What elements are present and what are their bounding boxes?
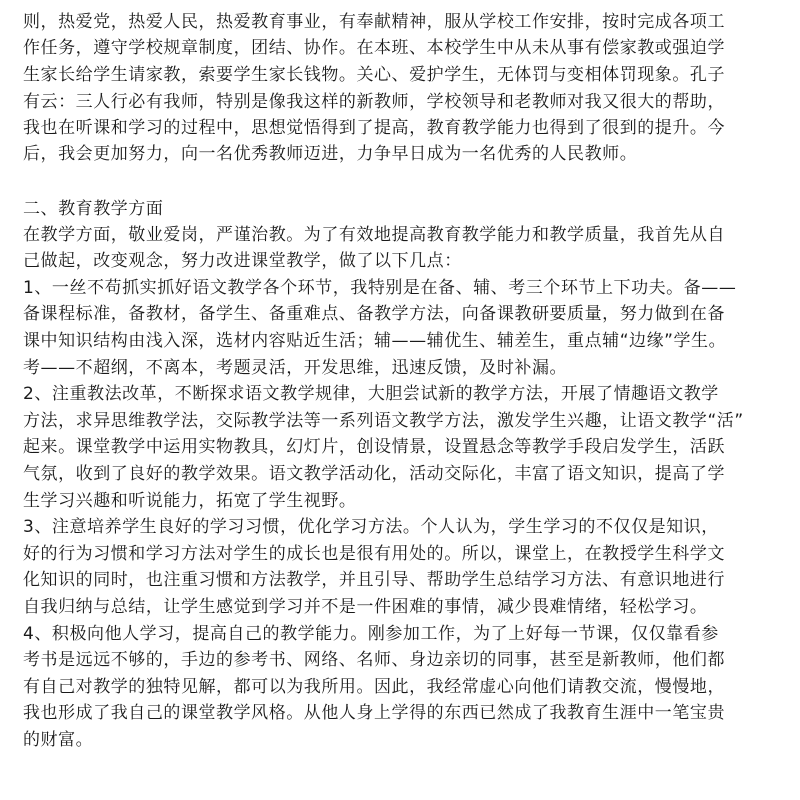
paragraph-line: 有云：三人行必有我师，特别是像我这样的新教师，学校领导和老教师对我又很大的帮助， (23, 92, 725, 112)
paragraph-line: 2、注重教法改革，不断探求语文教学规律，大胆尝试新的教学方法，开展了情趣语文教学 (23, 384, 719, 404)
paragraph-line: 考——不超纲，不离本，考题灵活，开发思维，迅速反馈，及时补漏。 (23, 358, 568, 378)
paragraph-line: 气氛，收到了良好的教学效果。语文教学活动化，活动交际化，丰富了语文知识，提高了学 (23, 464, 725, 484)
paragraph-line: 4、积极向他人学习，提高自己的教学能力。刚参加工作，为了上好每一节课，仅仅靠看参 (23, 624, 719, 644)
paragraph-line: 起来。课堂教学中运用实物教具，幻灯片，创设情景，设置悬念等教学手段启发学生，活跃 (23, 437, 725, 457)
paragraph-line: 课中知识结构由浅入深，选材内容贴近生活；辅——辅优生、辅差生，重点辅“边缘”学生。 (23, 331, 727, 351)
paragraph-line: 生家长给学生请家教，索要学生家长钱物。关心、爱护学生，无体罚与变相体罚现象。孔子 (23, 65, 725, 85)
paragraph-line: 我也形成了我自己的课堂教学风格。从他人身上学得的东西已然成了我教育生涯中一笔宝贵 (23, 703, 725, 723)
section-heading: 二、教育教学方面 (23, 199, 164, 219)
paragraph-line: 生学习兴趣和听说能力，拓宽了学生视野。 (23, 491, 357, 511)
paragraph-line: 在教学方面，敬业爱岗，严谨治教。为了有效地提高教育教学能力和教学质量，我首先从自 (23, 225, 725, 245)
paragraph-line: 作任务，遵守学校规章制度，团结、协作。在本班、本校学生中从未从事有偿家教或强迫学 (23, 38, 725, 58)
paragraph-line: 备课程标准，备教材，备学生、备重难点、备教学方法，向备课教研要质量，努力做到在备 (23, 304, 725, 324)
paragraph-line: 好的行为习惯和学习方法对学生的成长也是很有用处的。所以，课堂上，在教授学生科学文 (23, 544, 725, 564)
paragraph-line: 方法，求异思维教学法，交际教学法等一系列语文教学方法，激发学生兴趣，让语文教学“活” (23, 411, 744, 431)
paragraph-line: 自我归纳与总结，让学生感觉到学习并不是一件困难的事情，减少畏难情绪，轻松学习。 (23, 597, 708, 617)
paragraph-line: 考书是远远不够的，手边的参考书、网络、名师、身边亲切的同事，甚至是新教师，他们都 (23, 650, 725, 670)
paragraph-line: 有自己对教学的独特见解，都可以为我所用。因此，我经常虚心向他们请教交流，慢慢地， (23, 677, 725, 697)
paragraph-line: 3、注意培养学生良好的学习习惯，优化学习方法。个人认为，学生学习的不仅仅是知识， (23, 517, 719, 537)
paragraph-line: 化知识的同时，也注重习惯和方法教学，并且引导、帮助学生总结学习方法、有意识地进行 (23, 570, 725, 590)
paragraph-line: 的财富。 (23, 730, 94, 750)
paragraph-line: 则，热爱党，热爱人民，热爱教育事业，有奉献精神，服从学校工作安排，按时完成各项工 (23, 12, 725, 32)
paragraph-line: 己做起，改变观念，努力改进课堂教学，做了以下几点： (23, 251, 462, 271)
paragraph-line: 我也在听课和学习的过程中，思想觉悟得到了提高，教育教学能力也得到了很到的提升。今 (23, 118, 725, 138)
paragraph-line: 1、一丝不苟抓实抓好语文教学各个环节，我特别是在备、辅、考三个环节上下功夫。备—— (23, 278, 737, 298)
paragraph-line: 后，我会更加努力，向一名优秀教师迈进，力争早日成为一名优秀的人民教师。 (23, 144, 638, 164)
